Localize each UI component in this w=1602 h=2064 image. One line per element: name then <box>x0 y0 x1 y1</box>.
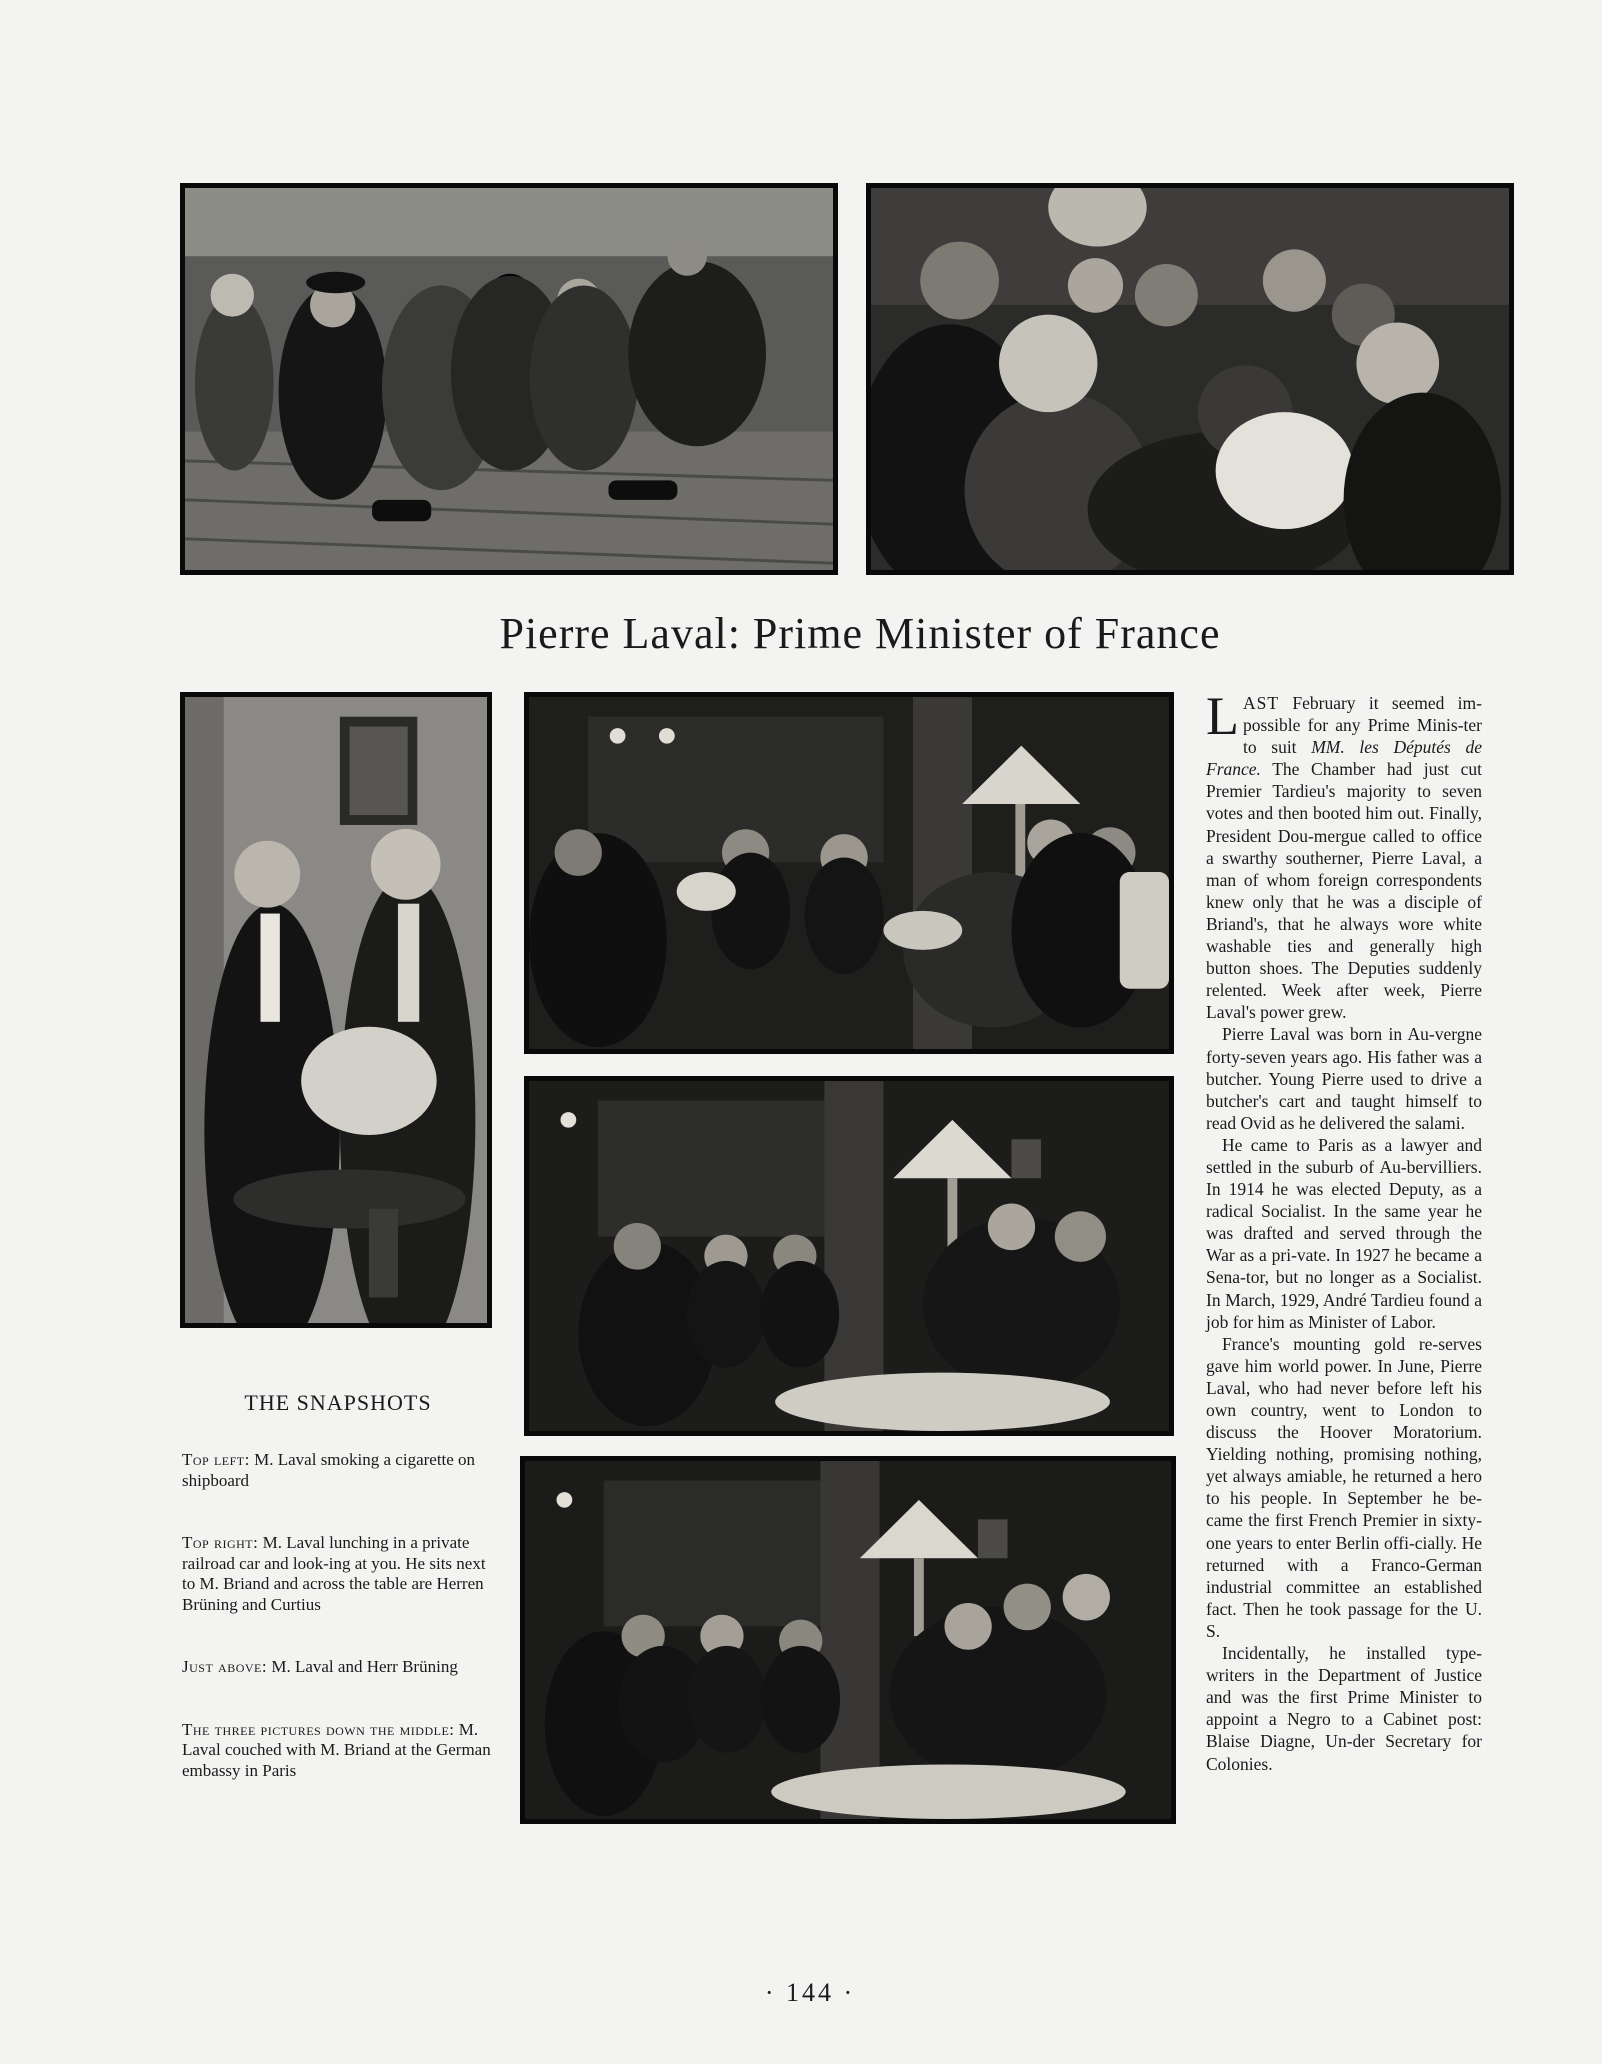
drop-cap: L <box>1206 686 1239 746</box>
paragraph-1-text: February it seemed im-possible for any Prime Minis-ter to suit <box>1243 693 1482 758</box>
caption-middle-pictures <box>182 1720 494 1782</box>
photo-middle-2-image <box>529 1081 1169 1431</box>
caption-top-right <box>182 1533 494 1615</box>
article-paragraph-1 <box>1206 686 1482 1023</box>
snapshots-captions <box>182 1390 494 1823</box>
page-number: · 144 · <box>764 1978 856 2007</box>
caption-text: M. Laval couched with M. Briand at the German embassy in Paris <box>182 1719 491 1780</box>
photo-middle-3-image <box>525 1461 1171 1819</box>
caption-label: Top left: <box>182 1450 250 1469</box>
page-title: Pierre Laval: Prime Minister of France <box>499 609 1221 658</box>
paragraph-1-end: The Chamber had just cut Premier Tardieu's majority to seven votes and then booted him out. Finally, President Dou-mergue called to office a swarthy southerner, Pierre Laval, a man of whom foreign correspondents knew only that he was a disciple of Briand's, that he always wore white washable ties and generally high button shoes. The Deputies suddenly relented. Week after week, Pierre Laval's power grew. <box>1206 759 1482 1023</box>
caption-top-left <box>182 1450 494 1491</box>
article-paragraph-4: France's mounting gold re-serves gave him world power. In June, Pierre Laval, who had never before left his own country, went to London to discuss the Hoover Moratorium. Yielding nothing, promising nothing, yet always amiable, he returned a hero to his people. In September he be-came the first French Premier in sixty-one years to enter Berlin offi-cially. He returned with a Franco-German industrial committee an established fact. Then he took passage for the U. S. <box>1206 1333 1482 1641</box>
photo-middle-2 <box>524 1076 1174 1436</box>
photo-top-right <box>866 183 1514 575</box>
caption-text: M. Laval lunching in a private railroad car and look-ing at you. He sits next to M. Briand and across the table are Herren Brüning and Curtius <box>182 1533 486 1614</box>
article-paragraph-3: He came to Paris as a lawyer and settled in the suburb of Au-bervilliers. In 1914 he was elected Deputy, as a radical Socialist. In the same year he was drafted and served through the War as a pri-vate. In 1927 he became a Sena-tor, but no longer as a Socialist. In March, 1929, André Tardieu found a job for him as Minister of Labor. <box>1206 1134 1482 1332</box>
photo-top-left-image <box>185 188 833 570</box>
caption-label: Top right: <box>182 1533 259 1552</box>
captions-heading: THE SNAPSHOTS <box>244 1390 432 1415</box>
caption-label: The three pictures down the middle: <box>182 1719 455 1739</box>
article-body <box>1206 686 1482 1775</box>
article-paragraph-5: Incidentally, he installed type-writers in the Department of Justice and was the first Prime Minister to appoint a Negro to a Cabinet post: Blaise Diagne, Un-der Secretary for Colonies. <box>1206 1643 1482 1774</box>
photo-left-portrait <box>180 692 492 1328</box>
caption-just-above <box>182 1657 494 1678</box>
lead-caps: AST <box>1243 693 1280 713</box>
photo-middle-3 <box>520 1456 1176 1824</box>
photo-left-portrait-image <box>185 697 487 1323</box>
photo-middle-1-image <box>529 697 1169 1049</box>
photo-middle-1 <box>524 692 1174 1054</box>
caption-text: M. Laval and Herr Brüning <box>267 1657 458 1676</box>
caption-label: Just above: <box>182 1657 268 1676</box>
photo-top-left <box>180 183 838 575</box>
photo-top-right-image <box>871 188 1509 570</box>
article-paragraph-2: Pierre Laval was born in Au-vergne forty-seven years ago. His father was a butcher. Young Pierre used to drive a butcher's cart and taught himself to read Ovid as he delivered the salami. <box>1206 1024 1482 1133</box>
caption-text: M. Laval smoking a cigarette on shipboard <box>182 1450 476 1490</box>
paragraph-1-italic: MM. les Députés de France. <box>1206 737 1482 780</box>
